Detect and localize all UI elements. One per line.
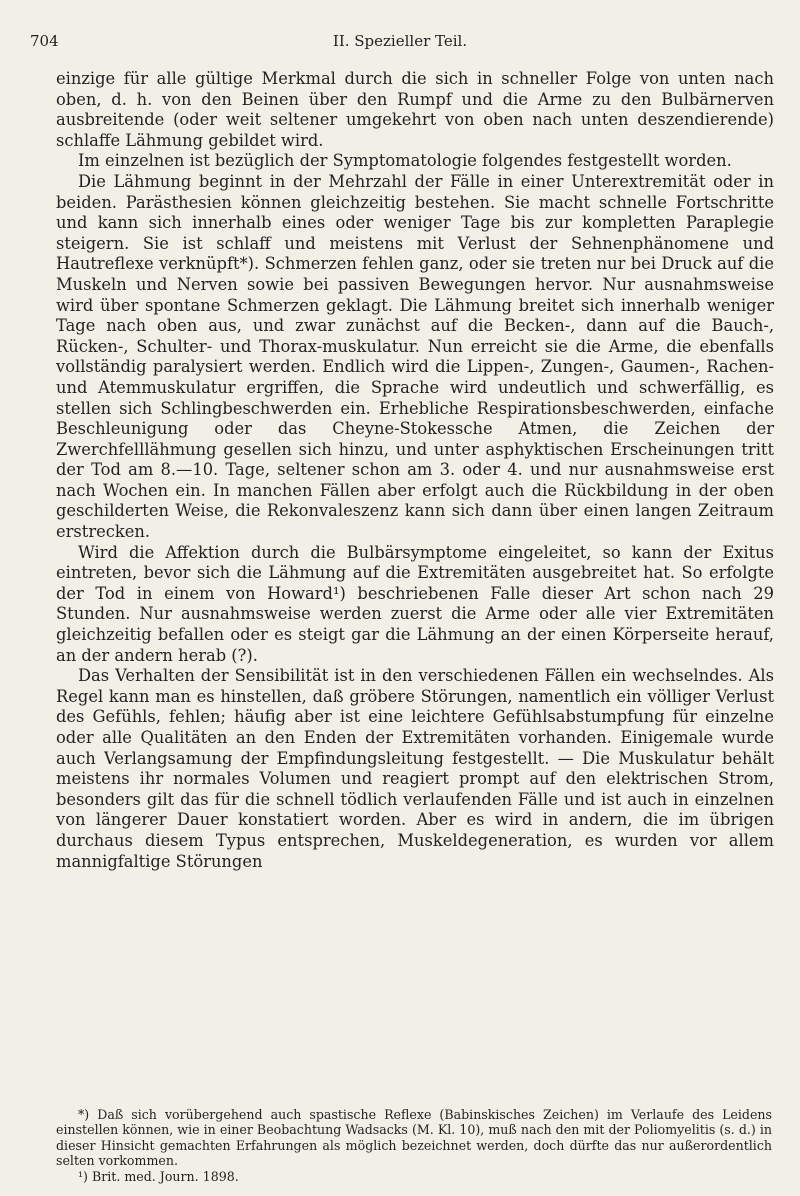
paragraph: Wird die Affektion durch die Bulbärsymptome eingeleitet, so kann der Exitus eintreten, bevor sich die Lähmung auf die Extremitäten ausgebreitet hat. So erfolgte der Tod in einem von Howard¹) beschriebenen Falle dieser Art schon nach 29 Stunden. Nur ausnahmsweise werden zuerst die Arme oder alle vier Extremitäten gleichzeitig befallen oder es steigt gar die Lähmung an der einen Körperseite herauf, an der andern herab (?). xyxy=(56,542,774,665)
page-number: 704 xyxy=(30,32,59,50)
footnotes xyxy=(56,1107,772,1184)
paragraph: Im einzelnen ist bezüglich der Symptomatologie folgendes festgestellt worden. xyxy=(78,151,732,171)
paragraph: einzige für alle gültige Merkmal durch die sich in schneller Folge von unten nach oben, d. h. von den Beinen über den Rumpf und die Arme zu den Bulbärnerven ausbreitende (oder weit seltener umgekehrt von oben nach unten deszendierende) schlaffe Lähmung gebildet wird. xyxy=(56,69,774,150)
running-head: II. Spezieller Teil. xyxy=(332,32,468,50)
body-text xyxy=(56,69,774,872)
paragraph: Die Lähmung beginnt in der Mehrzahl der Fälle in einer Unterextremität oder in beiden. Parästhesien können gleichzeitig bestehen. Sie macht schnelle Fortschritte und kann sich innerhalb eines oder weniger Tage bis zur kompletten Paraplegie steigern. Sie ist schlaff und meistens mit Verlust der Sehnenphänomene und Hautreflexe verknüpft*). Schmerzen fehlen ganz, oder sie treten nur bei Druck auf die Muskeln und Nerven sowie bei passiven Bewegungen hervor. Nur ausnahmsweise wird über spontane Schmerzen geklagt. Die Lähmung breitet sich innerhalb weniger Tage nach oben aus, und zwar zunächst auf die Becken-, dann auf die Bauch-, Rücken-, Schulter- und Thorax-muskulatur. Nun erreicht sie die Arme, die ebenfalls vollständig paralysiert werden. Endlich wird die Lippen-, Zungen-, Gaumen-, Rachen- und Atemmuskulatur ergriffen, die Sprache wird undeutlich und schwerfällig, es stellen sich Schlingbeschwerden ein. Erhebliche Respirationsbeschwerden, einfache Beschleunigung oder das Cheyne-Stokessche Atmen, die Zeichen der Zwerchfelllähmung gesellen sich hinzu, und unter asphyktischen Erscheinungen tritt der Tod am 8.—10. Tage, seltener schon am 3. oder 4. und nur ausnahmsweise erst nach Wochen ein. In manchen Fällen aber erfolgt auch die Rückbildung in der oben geschilderten Weise, die Rekonvaleszenz kann sich dann über einen langen Zeitraum erstrecken. xyxy=(56,171,774,542)
footnote: *) Daß sich vorübergehend auch spastische Reflexe (Babinskisches Zeichen) im Verlaufe des Leidens einstellen können, wie in einer Beobachtung Wadsacks (M. Kl. 10), muß nach den mit der Poliomyelitis (s. d.) in dieser Hinsicht gemachten Erfahrungen als möglich bezeichnet werden, doch dürfte das nur außerordentlich selten vorkommen. xyxy=(56,1107,772,1169)
footnote: ¹) Brit. med. Journ. 1898. xyxy=(78,1168,239,1184)
page-header xyxy=(30,32,770,56)
paragraph: Das Verhalten der Sensibilität ist in den verschiedenen Fällen ein wechselndes. Als Regel kann man es hinstellen, daß gröbere Störungen, namentlich ein völliger Verlust des Gefühls, fehlen; häufig aber ist eine leichtere Gefühlsabstumpfung für einzelne oder alle Qualitäten an den Enden der Extremitäten vorhanden. Einigemale wurde auch Verlangsamung der Empfindungsleitung festgestellt. — Die Muskulatur behält meistens ihr normales Volumen und reagiert prompt auf den elektrischen Strom, besonders gilt das für die schnell tödlich verlaufenden Fälle und ist auch in einzelnen von längerer Dauer konstatiert worden. Aber es wird in andern, die im übrigen durchaus diesem Typus entsprechen, Muskeldegeneration, es wurden vor allem mannigfaltige Störungen xyxy=(56,666,774,871)
